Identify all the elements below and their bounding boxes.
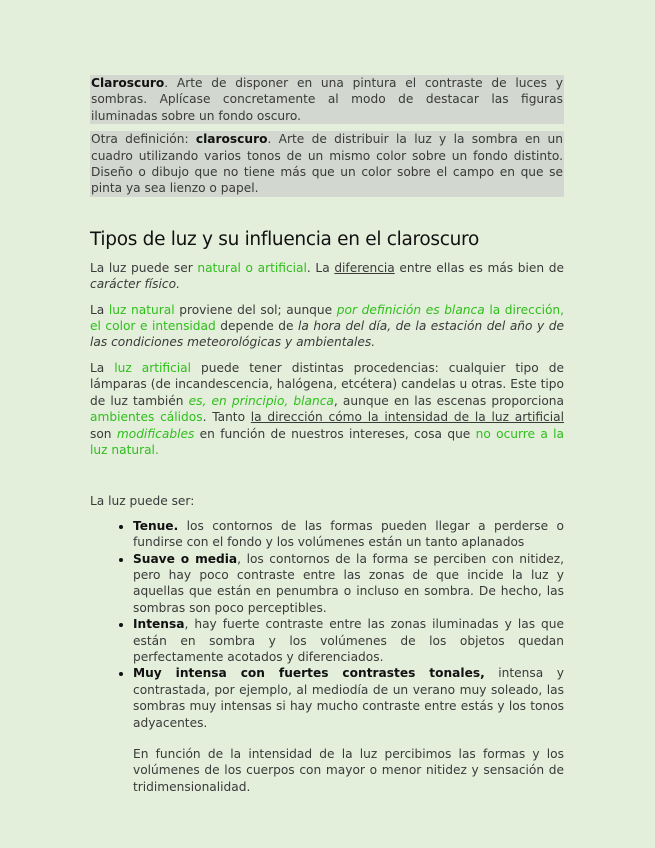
term-claroscuro: claroscuro xyxy=(195,132,268,147)
list-item-text: , hay fuerte contraste entre las zonas iluminadas y las que están en sombra y los volúmenes de los objetos quedan perfectamente acotados y diferenciados. xyxy=(133,617,564,664)
paragraph-artificial-light xyxy=(90,360,564,458)
italic-text: carácter físico. xyxy=(90,277,180,292)
section-body xyxy=(90,260,564,795)
green-text: la dirección, el color e intensidad xyxy=(90,302,565,334)
green-text: luz natural xyxy=(108,302,175,317)
text-run: puede tener distintas procedencias: cualquier tipo de lámparas (de incandescencia, halógena, etcétera) candelas u otras. Este tipo de luz también xyxy=(90,360,564,408)
green-text: no ocurre a la luz natural. xyxy=(90,426,565,457)
green-italic-text: es, en principio, blanca xyxy=(188,393,334,408)
text-run: . La xyxy=(306,260,335,275)
section-heading: Tipos de luz y su influencia en el claroscuro xyxy=(90,228,479,250)
list-item xyxy=(133,551,564,617)
text-run: proviene del sol; aunque xyxy=(174,302,337,317)
underlined-text: diferencia xyxy=(334,260,395,275)
definition-paragraph-2 xyxy=(90,131,564,197)
definition-text: . Arte de distribuir la luz y la sombra en un cuadro utilizando varios tonos de un mismo color sobre un fondo distinto. Diseño o dibujo que no tiene más que un color sobre el campo en que se pinta ya sea lienzo o papel. xyxy=(91,132,563,196)
document-content xyxy=(90,75,564,795)
definition-paragraph-1 xyxy=(90,75,564,124)
closing-paragraph: En función de la intensidad de la luz percibimos las formas y los volúmenes de los cuerpos con mayor o menor nitidez y sensación de tridimensionalidad. xyxy=(133,747,564,794)
text-run: depende de xyxy=(215,319,298,334)
list-item-text: intensa y contrastada, por ejemplo, al mediodía de un verano muy soleado, las sombras muy intensas si hay mucho contraste entre estás y los tonos adyacentes. xyxy=(133,666,564,730)
list-item xyxy=(133,518,564,551)
green-text: natural o artificial xyxy=(197,260,307,275)
list-item xyxy=(133,665,564,731)
text-run: , aunque en las escenas proporciona xyxy=(333,393,564,408)
term-claroscuro: Claroscuro xyxy=(91,76,165,90)
text-run: son xyxy=(90,426,117,441)
list-item-term: Tenue. xyxy=(133,518,179,533)
highlighted-block xyxy=(90,131,564,197)
green-text: ambientes cálidos xyxy=(90,410,203,425)
prefix-text: Otra definición: xyxy=(91,132,196,147)
list-item-term: Suave o media xyxy=(133,551,238,566)
text-run: La xyxy=(90,360,115,375)
green-italic-text: por definición es blanca xyxy=(336,302,485,317)
list-item xyxy=(133,616,564,665)
text-run: . Tanto xyxy=(202,410,251,425)
list-intro: La luz puede ser: xyxy=(90,494,195,509)
italic-text: la hora del día, de la estación del año y de las condiciones meteorológicas y ambientales. xyxy=(90,319,564,350)
definition-text: . Arte de disponer en una pintura el contraste de luces y sombras. Aplícase concretamente al modo de destacar las figuras iluminadas sobre un fondo oscuro. xyxy=(91,76,563,123)
paragraph-light-types xyxy=(90,260,564,293)
list-item-text: , los contornos de la forma se perciben con nitidez, pero hay poco contraste entre las zonas de que incide la luz y aquellas que están en penumbra o incluso en sombra. De hecho, las sombras son poco perceptibles. xyxy=(133,551,564,615)
green-italic-text: modificables xyxy=(116,426,195,441)
text-run: La luz puede ser xyxy=(90,260,198,275)
text-run: entre ellas es más bien de xyxy=(394,260,564,275)
list-item-term: Muy intensa con fuertes contrastes tonales, xyxy=(133,666,485,681)
list-item-term: Intensa xyxy=(133,617,185,632)
text-run: La xyxy=(90,302,109,317)
green-text: luz artificial xyxy=(114,360,192,375)
list-item-text: los contornos de las formas pueden llegar a perderse o fundirse con el fondo y los volúmenes están un tanto aplanados xyxy=(133,518,564,550)
paragraph-natural-light xyxy=(90,302,564,351)
highlighted-block xyxy=(90,75,564,124)
bullet-list xyxy=(90,518,564,731)
text-run: en función de nuestros intereses, cosa que xyxy=(194,426,476,441)
underlined-text: la dirección cómo la intensidad de la luz artificial xyxy=(250,410,564,425)
